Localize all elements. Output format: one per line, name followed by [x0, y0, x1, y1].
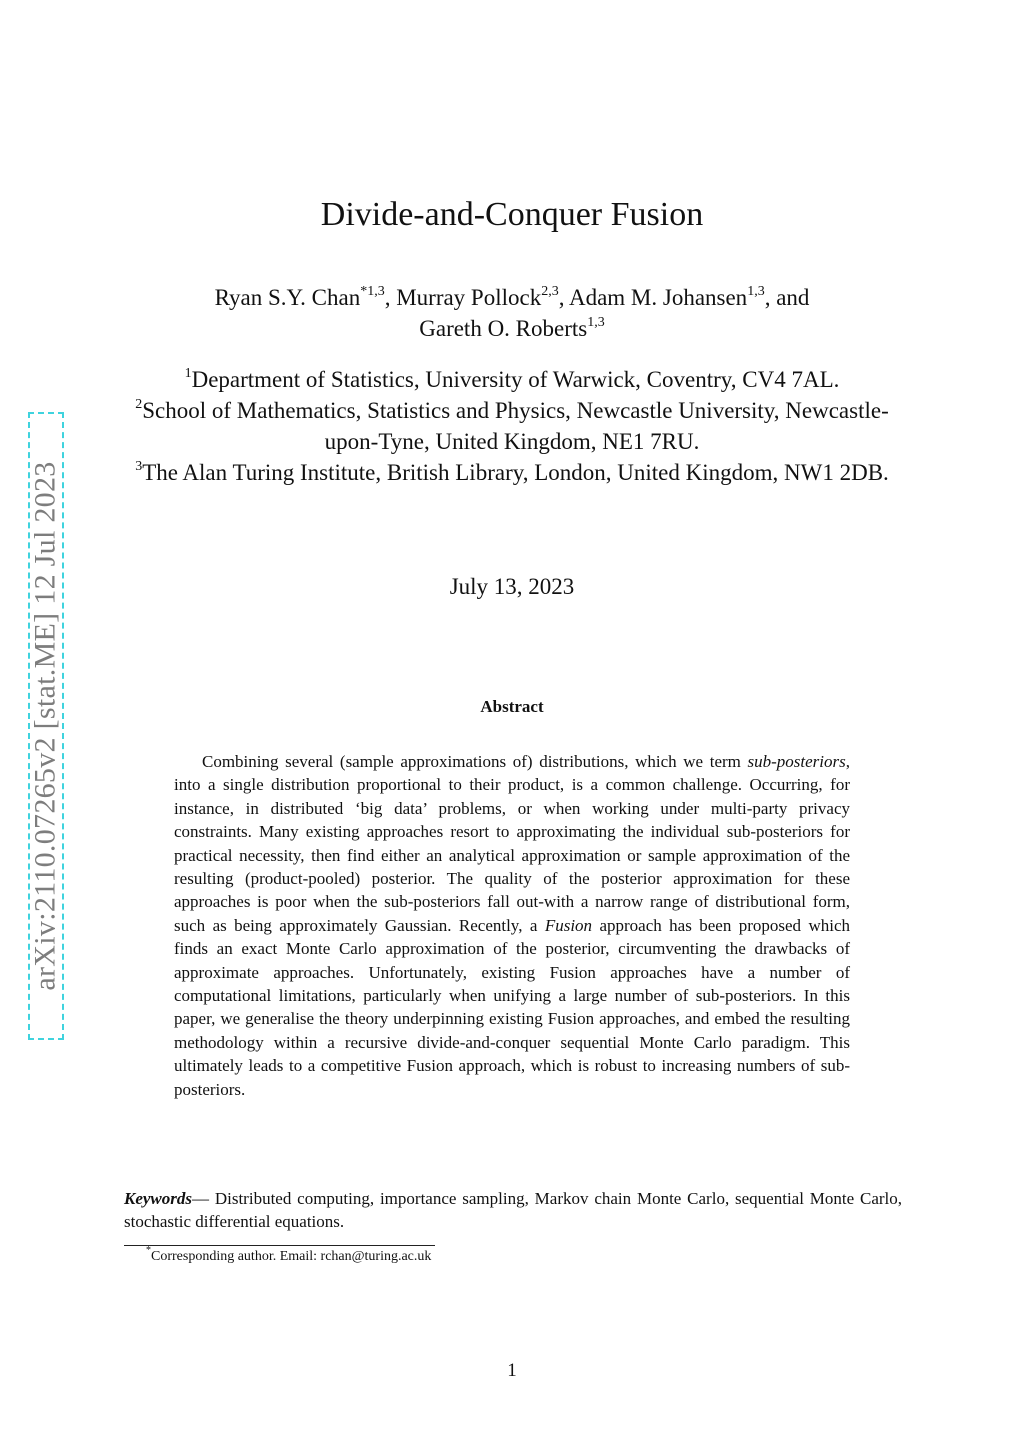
affiliation-list — [120, 364, 904, 488]
keywords-text: Distributed computing, importance sampling, Markov chain Monte Carlo, sequential Monte Carlo, stochastic differential equations. — [124, 1189, 903, 1232]
keywords: Keywords— Distributed computing, importance sampling, Markov chain Monte Carlo, sequential Monte Carlo, stochastic differential equations. — [124, 1189, 903, 1232]
author-affiliation-marker: 1,3 — [587, 315, 605, 331]
abstract-body: Combining several (sample approximations of) distributions, which we term sub-posteriors, into a single distribution proportional to their product, is a common challenge. Occurring, for instance, in distributed ‘big data’ problems, or when working under multi-party privacy constraints. Many existing approaches resort to approximating the individual sub-posteriors for practical necessity, then find either an analytical approximation or sample approximation of the resulting (product-pooled) posterior. The quality of the posterior approximation for these approaches is poor when the sub-posteriors fall out-with a narrow range of distributional form, such as being approximately Gaussian. Recently, a Fusion approach has been proposed which finds an exact Monte Carlo approximation of the posterior, circumventing the drawbacks of approximate approaches. Unfortunately, existing Fusion approaches have a number of computational limitations, particularly when unifying a large number of sub-posteriors. In this paper, we generalise the theory underpinning existing Fusion approaches, and embed the resulting methodology within a recursive divide-and-conquer sequential Monte Carlo paradigm. This ultimately leads to a competitive Fusion approach, which is robust to increasing numbers of sub-posteriors. — [174, 752, 850, 1099]
emphasized-term: sub-posteriors — [747, 752, 846, 771]
footnote — [146, 1245, 432, 1265]
author-name: Adam M. Johansen — [568, 285, 748, 310]
author-name: Murray Pollock — [396, 285, 542, 310]
arxiv-stamp-text: arXiv:2110.07265v2 [stat.ME] 12 Jul 2023 — [29, 461, 62, 991]
author-affiliation-marker: 2,3 — [541, 284, 559, 300]
page-number: 1 — [507, 1360, 517, 1381]
emphasized-term: Fusion — [544, 915, 593, 935]
arxiv-stamp — [28, 412, 64, 1040]
abstract-heading: Abstract — [480, 697, 544, 716]
author-affiliation-marker: 1,3 — [747, 284, 765, 300]
author-name: Gareth O. Roberts — [419, 316, 588, 341]
author-list: Ryan S.Y. Chan$^{*1,3}$, Murray Pollock$^{2,3}$, Adam M. Johansen$^{1,3}$, and Gareth O. Roberts$^{1,3}$ — [214, 284, 810, 341]
author-name: Ryan S.Y. Chan — [214, 285, 361, 310]
keywords-label: Keywords — [124, 1189, 192, 1208]
affiliation-item: $^2$School of Mathematics, Statistics and Physics, Newcastle University, Newcastle-upon-Tyne, United Kingdom, NE1 7RU. — [135, 397, 889, 454]
footnote-text: Corresponding author. Email: rchan@turing.ac.uk — [151, 1249, 432, 1264]
affiliation-item: $^1$Department of Statistics, University of Warwick, Coventry, CV4 7AL. — [184, 366, 840, 392]
publication-date: July 13, 2023 — [449, 574, 575, 599]
author-affiliation-marker: *1,3 — [360, 284, 385, 300]
affiliation-item: $^3$The Alan Turing Institute, British Library, London, United Kingdom, NW1 2DB. — [135, 459, 889, 485]
paper-title: Divide-and-Conquer Fusion — [320, 196, 704, 233]
footnote-marker: * — [146, 1245, 151, 1257]
footnote-divider — [124, 1245, 435, 1246]
